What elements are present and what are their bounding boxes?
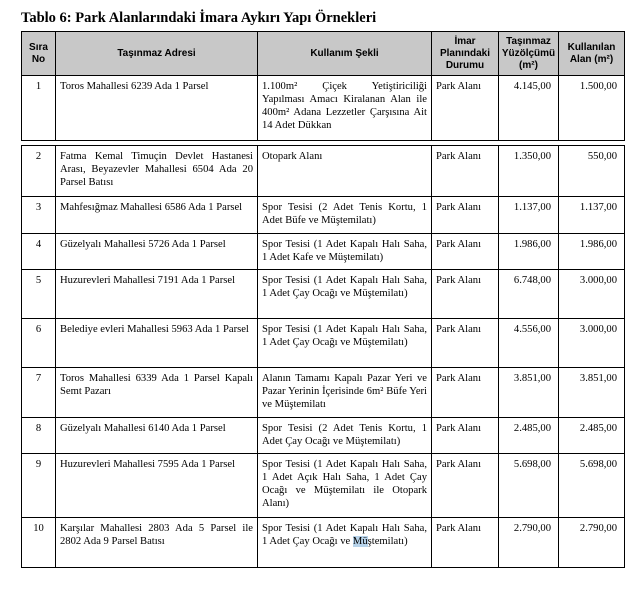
cell-no: 3 xyxy=(22,197,56,234)
cell-no: 2 xyxy=(22,146,56,197)
cell-used: 3.851,00 xyxy=(559,368,625,418)
cell-used: 1.986,00 xyxy=(559,234,625,270)
cell-area: 2.790,00 xyxy=(499,518,559,568)
text-selection: Mü xyxy=(352,536,368,547)
cell-used: 3.000,00 xyxy=(559,319,625,368)
table-row xyxy=(22,270,625,319)
cell-usage: Spor Tesisi (1 Adet Kapalı Halı Saha, 1 Adet Çay Ocağı ve Müştemilatı) xyxy=(258,319,432,368)
illegal-buildings-table xyxy=(21,31,625,568)
cell-address: Güzelyalı Mahallesi 5726 Ada 1 Parsel xyxy=(56,234,258,270)
cell-no: 4 xyxy=(22,234,56,270)
cell-usage: Alanın Tamamı Kapalı Pazar Yeri ve Pazar Yerinin İçerisinde 6m² Büfe Yeri ve Müştemilatı xyxy=(258,368,432,418)
cell-used: 1.500,00 xyxy=(559,76,625,141)
cell-plan: Park Alanı xyxy=(432,518,499,568)
cell-used: 550,00 xyxy=(559,146,625,197)
table-row xyxy=(22,368,625,418)
cell-no: 5 xyxy=(22,270,56,319)
header-address: Taşınmaz Adresi xyxy=(56,32,258,76)
cell-area: 4.556,00 xyxy=(499,319,559,368)
cell-no: 8 xyxy=(22,418,56,454)
cell-plan: Park Alanı xyxy=(432,146,499,197)
table-row xyxy=(22,454,625,518)
cell-plan: Park Alanı xyxy=(432,76,499,141)
table-row xyxy=(22,518,625,568)
cell-address: Güzelyalı Mahallesi 6140 Ada 1 Parsel xyxy=(56,418,258,454)
cell-address: Fatma Kemal Timuçin Devlet Hastanesi Arası, Beyazevler Mahallesi 6504 Ada 20 Parsel Batısı xyxy=(56,146,258,197)
cell-area: 3.851,00 xyxy=(499,368,559,418)
header-row xyxy=(22,32,625,76)
cell-area: 1.137,00 xyxy=(499,197,559,234)
table-row xyxy=(22,418,625,454)
cell-usage: Spor Tesisi (2 Adet Tenis Kortu, 1 Adet Büfe ve Müştemilatı) xyxy=(258,197,432,234)
cell-address: Huzurevleri Mahallesi 7595 Ada 1 Parsel xyxy=(56,454,258,518)
cell-plan: Park Alanı xyxy=(432,234,499,270)
cell-usage: 1.100m² Çiçek Yetiştiriciliği Yapılması Amacı Kiralanan Alan ile 400m² Adana Lezzetler Çarşısına Ait 14 Adet Dükkan xyxy=(258,76,432,141)
cell-address: Belediye evleri Mahallesi 5963 Ada 1 Parsel xyxy=(56,319,258,368)
cell-address: Toros Mahallesi 6339 Ada 1 Parsel Kapalı Semt Pazarı xyxy=(56,368,258,418)
cell-plan: Park Alanı xyxy=(432,197,499,234)
cell-usage: Otopark Alanı xyxy=(258,146,432,197)
cell-usage: Spor Tesisi (1 Adet Kapalı Halı Saha, 1 Adet Kafe ve Müştemilatı) xyxy=(258,234,432,270)
cell-used: 5.698,00 xyxy=(559,454,625,518)
cell-address: Toros Mahallesi 6239 Ada 1 Parsel xyxy=(56,76,258,141)
table-row xyxy=(22,76,625,141)
cell-plan: Park Alanı xyxy=(432,418,499,454)
cell-used: 2.485,00 xyxy=(559,418,625,454)
cell-usage: Spor Tesisi (2 Adet Tenis Kortu, 1 Adet Çay Ocağı ve Müştemilatı) xyxy=(258,418,432,454)
cell-usage: Spor Tesisi (1 Adet Kapalı Halı Saha, 1 Adet Açık Halı Saha, 1 Adet Çay Ocağı ve Müştemilatı ile Otopark Alanı) xyxy=(258,454,432,518)
table-row xyxy=(22,234,625,270)
table-title: Tablo 6: Park Alanlarındaki İmara Aykırı Yapı Örnekleri xyxy=(21,10,377,26)
cell-used: 1.137,00 xyxy=(559,197,625,234)
cell-plan: Park Alanı xyxy=(432,270,499,319)
cell-no: 6 xyxy=(22,319,56,368)
cell-area: 1.986,00 xyxy=(499,234,559,270)
cell-address: Huzurevleri Mahallesi 7191 Ada 1 Parsel xyxy=(56,270,258,319)
header-sira-no: Sıra No xyxy=(22,32,56,76)
cell-used: 2.790,00 xyxy=(559,518,625,568)
usage-text: Spor Tesisi (1 Adet Kapalı Halı Saha, 1 Adet Çay Ocağı ve Müştemilatı) xyxy=(262,523,427,547)
cell-address: Mahfesığmaz Mahallesi 6586 Ada 1 Parsel xyxy=(56,197,258,234)
cell-plan: Park Alanı xyxy=(432,368,499,418)
header-used-area: Kullanılan Alan (m²) xyxy=(559,32,625,76)
cell-area: 5.698,00 xyxy=(499,454,559,518)
cell-area: 6.748,00 xyxy=(499,270,559,319)
cell-area: 4.145,00 xyxy=(499,76,559,141)
cell-used: 3.000,00 xyxy=(559,270,625,319)
cell-no: 10 xyxy=(22,518,56,568)
header-usage: Kullanım Şekli xyxy=(258,32,432,76)
cell-usage xyxy=(258,518,432,568)
header-total-area: Taşınmaz Yüzölçümü (m²) xyxy=(499,32,559,76)
cell-no: 1 xyxy=(22,76,56,141)
cell-no: 7 xyxy=(22,368,56,418)
cell-address: Karşılar Mahallesi 2803 Ada 5 Parsel ile 2802 Ada 9 Parsel Batısı xyxy=(56,518,258,568)
cell-area: 1.350,00 xyxy=(499,146,559,197)
cell-area: 2.485,00 xyxy=(499,418,559,454)
table-row xyxy=(22,197,625,234)
table-row xyxy=(22,319,625,368)
cell-usage: Spor Tesisi (1 Adet Kapalı Halı Saha, 1 Adet Çay Ocağı ve Müştemilatı) xyxy=(258,270,432,319)
table-row xyxy=(22,146,625,197)
cell-plan: Park Alanı xyxy=(432,454,499,518)
header-plan-status: İmar Planındaki Durumu xyxy=(432,32,499,76)
cell-no: 9 xyxy=(22,454,56,518)
cell-plan: Park Alanı xyxy=(432,319,499,368)
